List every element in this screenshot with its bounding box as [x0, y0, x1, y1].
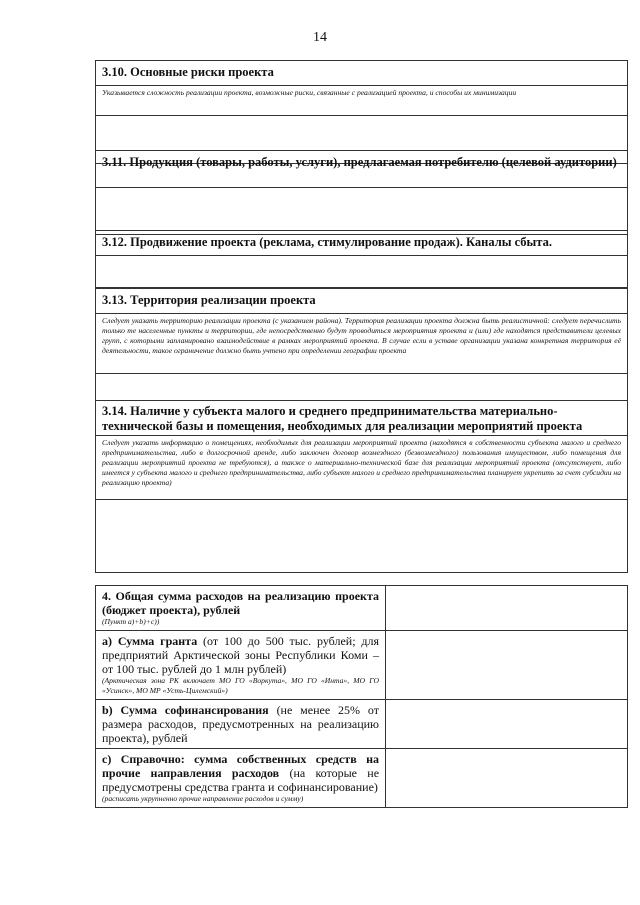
section-3-11-answer-field[interactable] [96, 187, 627, 234]
budget-own-funds-label [96, 749, 386, 807]
page-number: 14 [313, 30, 327, 45]
section-3-10-note: Указывается сложность реализации проекта, возможные риски, связанные с реализацией проекта, и способы их минимизации [96, 85, 627, 115]
section-3-13-answer-field[interactable] [96, 373, 627, 400]
budget-row-cofinancing [96, 699, 627, 748]
budget-total-title: 4. Общая сумма расходов на реализацию проекта (бюджет проекта), рублей [102, 589, 379, 617]
budget-grant-value-field[interactable] [386, 631, 627, 699]
budget-cofinancing-text: (не менее 25% от размера расходов, предусмотренных на реализацию проекта), рублей [102, 703, 380, 745]
section-3-14 [95, 400, 628, 573]
budget-own-funds-note: (расписать укрупненно прочие направление расходов и сумму) [102, 794, 304, 803]
section-3-14-title: 3.14. Наличие у субъекта малого и среднего предпринимательства материально-технической базы и помещения, необходимых для реализации мероприятий проекта [102, 404, 583, 433]
budget-own-funds-heading: c) Справочно: сумма собственных средств на прочие направления расходов [102, 752, 379, 780]
budget-cofinancing-label [96, 700, 386, 748]
section-3-10 [95, 60, 628, 164]
budget-own-funds-value-field[interactable] [386, 749, 627, 807]
budget-total-value-field[interactable] [386, 586, 627, 630]
section-3-11 [95, 150, 628, 235]
section-3-12-answer-field[interactable] [96, 255, 627, 287]
section-3-14-note: Следует указать информацию о помещениях, необходимых для реализации мероприятий проекта (находятся в собственности субъекта малого и среднего предпринимательства, либо в долгосрочной аренде, либо заключен договор возмездного (безвозмездного) пользования имуществом, либо помещения для реализации мероприятий проекта не требуются), а также о материально-технической базе для реализации мероприятий проекта (отсутствует, либо имеется у субъекта малого и среднего предпринимательства, либо субъект малого и среднего предпринимательства планирует укрепить за счет субсидии на реализацию проекта) [96, 435, 627, 499]
budget-grant-note: (Арктическая зона РК включает МО ГО «Воркута», МО ГО «Инта», МО ГО «Усинск», МО МР «Усть-Цилемский») [102, 676, 379, 695]
section-3-14-answer-field[interactable] [96, 499, 627, 572]
budget-row-total [96, 586, 627, 630]
section-3-12 [95, 230, 628, 288]
budget-row-grant [96, 630, 627, 699]
budget-cofinancing-value-field[interactable] [386, 700, 627, 748]
budget-grant-label [96, 631, 386, 699]
section-3-13-note: Следует указать территорию реализации проекта (с указанием района). Территория реализации проекта должна быть реалистичной: следует перечислить только те населенные пункты и территории, где непосредственно будут проводиться мероприятия проекта и (или) где находятся представители целевых групп, с которыми запланировано взаимодействие в рамках мероприятий проекта. В случае если в уставе организации указана конкретная территория её деятельности, такое ограничение должно быть учтено при определении географии проекта [96, 313, 627, 373]
budget-table [95, 585, 628, 808]
budget-own-funds-text: (на которые не предусмотрены средства гранта и софинансирование) [102, 766, 380, 794]
section-3-13-title: 3.13. Территория реализации проекта [102, 293, 316, 307]
budget-grant-heading: a) Сумма гранта [102, 634, 198, 648]
budget-row-own-funds [96, 748, 627, 807]
section-3-12-title: 3.12. Продвижение проекта (реклама, стимулирование продаж). Каналы сбыта. [102, 235, 552, 249]
budget-total-label [96, 586, 386, 630]
budget-grant-text: (от 100 до 500 тыс. рублей; для предприятий Арктической зоны Республики Коми – от 100 тыс. рублей до 1 млн рублей) [102, 634, 379, 676]
section-3-10-title: 3.10. Основные риски проекта [102, 65, 274, 79]
section-3-11-title: 3.11. Продукция (товары, работы, услуги), предлагаемая потребителю (целевой аудитории) [102, 155, 617, 169]
budget-total-note: (Пункт а)+b)+c)) [102, 617, 160, 626]
budget-cofinancing-heading: b) Сумма софинансирования [102, 703, 269, 717]
section-3-13 [95, 288, 628, 401]
